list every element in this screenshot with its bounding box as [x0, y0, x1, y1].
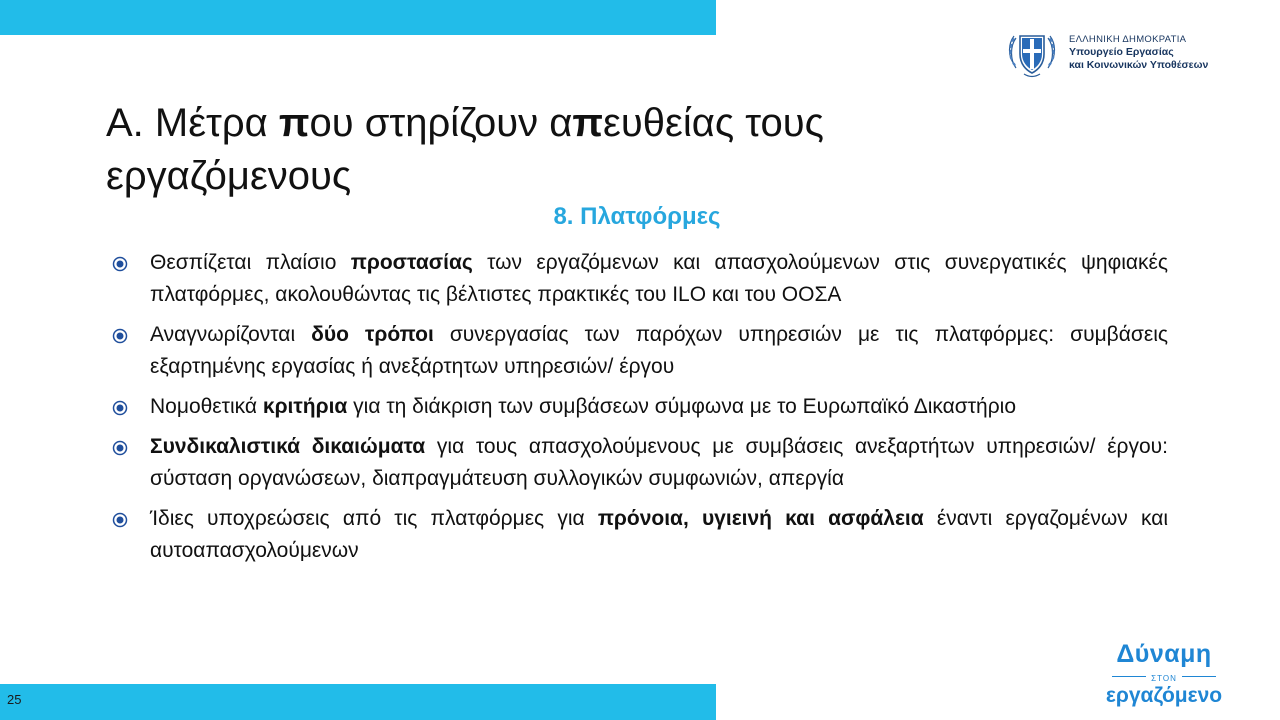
campaign-logo-bottom: εργαζόμενο — [1105, 684, 1223, 707]
bullet-text: Θεσπίζεται πλαίσιο — [150, 251, 351, 274]
bullet-item — [112, 431, 1168, 495]
section-subtitle — [0, 203, 1280, 231]
slide-title — [106, 97, 986, 203]
bullet-text: Νομοθετικά — [150, 395, 263, 418]
bullet-bold: Συνδικαλιστικά δικαιώματα — [150, 435, 426, 458]
ministry-country: ΕΛΛΗΝΙΚΗ ΔΗΜΟΚΡΑΤΙΑ — [1069, 34, 1187, 45]
greek-coat-of-arms-icon — [1004, 26, 1060, 82]
target-bullet-icon — [112, 328, 128, 344]
bullet-item — [112, 319, 1168, 383]
bullet-text: έναντι εργαζομένων και αυτοαπασχολούμενων — [150, 507, 1168, 562]
title-bold-1: π — [278, 101, 310, 145]
bullet-bold: δύο τρόποι — [311, 323, 434, 346]
bullet-bold: προστασίας — [350, 251, 473, 274]
bottom-accent-bar — [0, 684, 716, 720]
bullet-text: συνεργασίας των παρόχων υπηρεσιών με τις πλατφόρμες: συμβάσεις εξαρτημένης εργασίας ή ανεξάρτητων υπηρεσιών/ έργου — [150, 323, 1168, 378]
title-part-2: ου στηρίζουν α — [309, 101, 573, 145]
title-part-1: Α. Μέτρα — [106, 101, 279, 145]
campaign-logo-mid: ΣΤΟΝ — [1151, 674, 1177, 683]
bullet-item — [112, 247, 1168, 311]
ministry-logo-text — [1069, 33, 1269, 72]
bullet-bold: πρόνοια, υγιεινή και ασφάλεια — [597, 507, 924, 530]
target-bullet-icon — [112, 512, 128, 528]
bullet-item — [112, 503, 1168, 567]
section-subtitle-text: 8. Πλατφόρμες — [553, 203, 721, 230]
bullet-text: Αναγνωρίζονται — [150, 323, 312, 346]
bullet-text: των εργαζόμενων και απασχολούμενων στις συνεργατικές ψηφιακές πλατφόρμες, ακολουθώντας τις βέλτιστες πρακτικές του ILO και του ΟΟΣΑ — [150, 251, 1168, 306]
target-bullet-icon — [112, 400, 128, 416]
target-bullet-icon — [112, 440, 128, 456]
top-accent-bar — [0, 0, 716, 35]
bullet-list — [112, 247, 1168, 575]
campaign-logo — [1104, 640, 1224, 708]
ministry-name-line1: Υπουργείο Εργασίας — [1069, 46, 1174, 58]
target-bullet-icon — [112, 256, 128, 272]
bullet-text: για τους απασχολούμενους με συμβάσεις ανεξαρτήτων υπηρεσιών/ έργου: σύσταση οργανώσεων, διαπραγμάτευση συλλογικών συμφωνιών, απεργία — [150, 435, 1168, 490]
bullet-text: Ίδιες υποχρεώσεις από τις πλατφόρμες για — [150, 507, 598, 530]
campaign-logo-divider — [1104, 668, 1224, 684]
campaign-logo-top: Δύναμη — [1116, 640, 1212, 668]
ministry-name-line2: και Κοινωνικών Υποθέσεων — [1069, 59, 1209, 71]
title-bold-2: π — [572, 101, 604, 145]
page-number: 25 — [7, 692, 22, 707]
bullet-item — [112, 391, 1168, 423]
bullet-text: για τη διάκριση των συμβάσεων σύμφωνα με το Ευρωπαϊκό Δικαστήριο — [347, 395, 1017, 418]
title-part-3: ευθείας τους εργαζόμενους — [106, 101, 824, 198]
bullet-bold: κριτήρια — [262, 395, 348, 418]
